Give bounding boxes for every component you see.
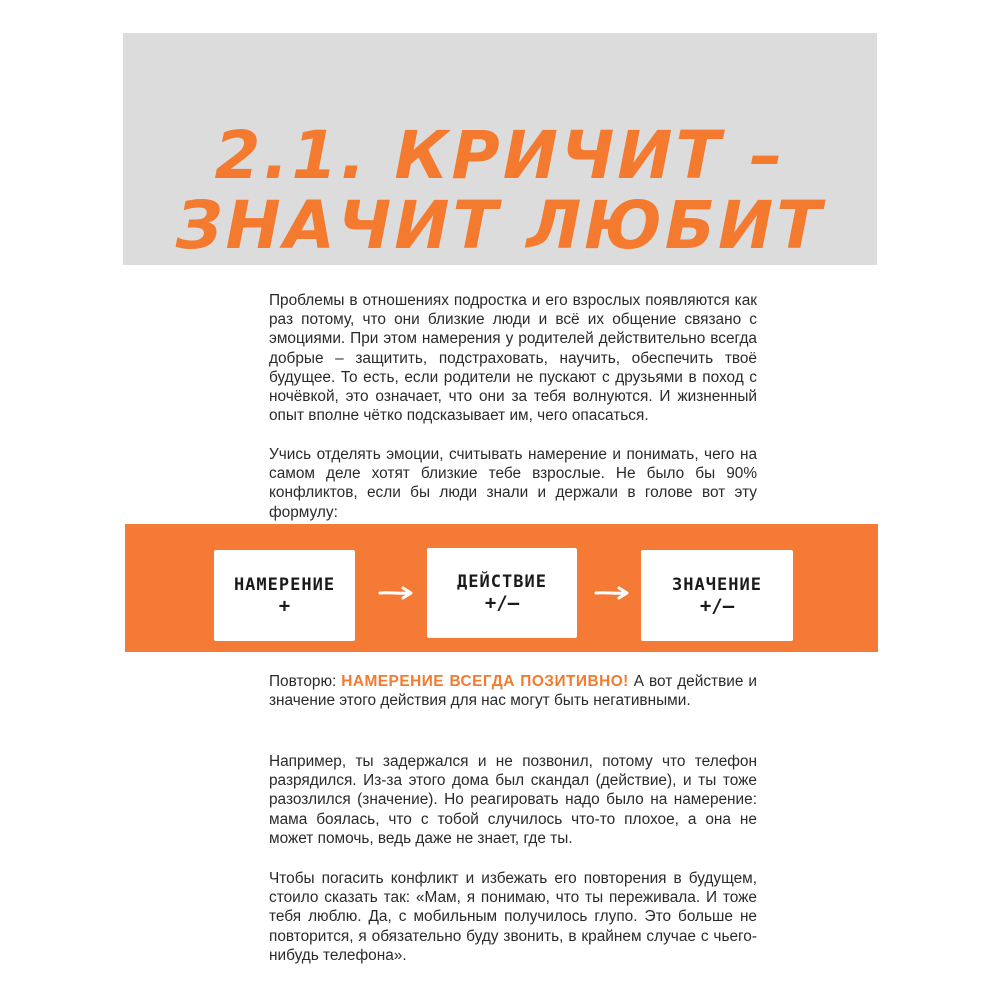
title-block [123,33,877,265]
paragraph-1 [269,291,757,425]
formula-card-label: ДЕЙСТВИЕ [457,572,547,592]
formula-card-sign: +/– [484,592,520,614]
arrow-right-icon [378,586,414,600]
arrow-right-icon [594,586,630,600]
intention-highlight: НАМЕРЕНИЕ ВСЕГДА ПОЗИТИВНО! [341,673,629,690]
formula-card-intention [214,550,355,641]
formula-card-meaning [641,550,793,641]
formula-band [125,524,878,652]
paragraph-5-text: Чтобы погасить конфликт и избежать его повторения в будущем, стоило сказать так: «Мам, я понимаю, что ты переживала. И тоже тебя люблю. Да, с мобильным получилось глупо. Это больше не повторится, я обязательно буду звонить, в крайнем случае с чьего-нибудь телефона». [269,870,757,964]
paragraph-1-text: Проблемы в отношениях подростка и его взрослых появляются как раз потому, что они близкие люди и всё их общение связано с эмоциями. При этом намерения у родителей действительно всегда добрые – защитить, подстраховать, научить, обеспечить твоё будущее. То есть, если родители не пускают с друзьями в поход с ночёвкой, это означает, что они за тебя волнуются. И жизненный опыт вполне чётко подсказывает им, чего опасаться. [269,292,757,425]
paragraph-4-text: Например, ты задержался и не позвонил, потому что телефон разрядился. Из-за этого дома был скандал (действие), и ты тоже разозлился (значение). Но реагировать надо было на намерение: мама боялась, что с тобой случилось что-то плохое, а она не может помочь, ведь даже не знает, где ты. [269,753,757,847]
formula-card-sign: + [278,594,291,617]
chapter-title-line-1: 2.1. КРИЧИТ – [214,117,786,194]
paragraph-2 [269,445,757,522]
paragraph-3-prefix: Повторю: [269,673,342,690]
formula-card-sign: +/– [699,594,735,617]
paragraph-5 [269,869,757,965]
formula-card-label: ЗНАЧЕНИЕ [672,574,762,595]
paragraph-2-text: Учись отделять эмоции, считывать намерение и понимать, чего на самом деле хотят близкие тебе взрослые. Не было бы 90% конфликтов, если бы люди знали и держали в голове вот эту формулу: [269,446,757,521]
paragraph-3 [269,672,757,710]
formula-card-label: НАМЕРЕНИЕ [233,574,336,595]
paragraph-4 [269,752,757,848]
paragraph-3-text [269,672,757,710]
chapter-title [123,117,877,264]
chapter-title-line-2: ЗНАЧИТ ЛЮБИТ [175,187,825,264]
paragraph-3-suffix: А вот действие и значение этого действия для нас могут быть негативными. [269,673,757,710]
formula-card-action [427,548,577,638]
